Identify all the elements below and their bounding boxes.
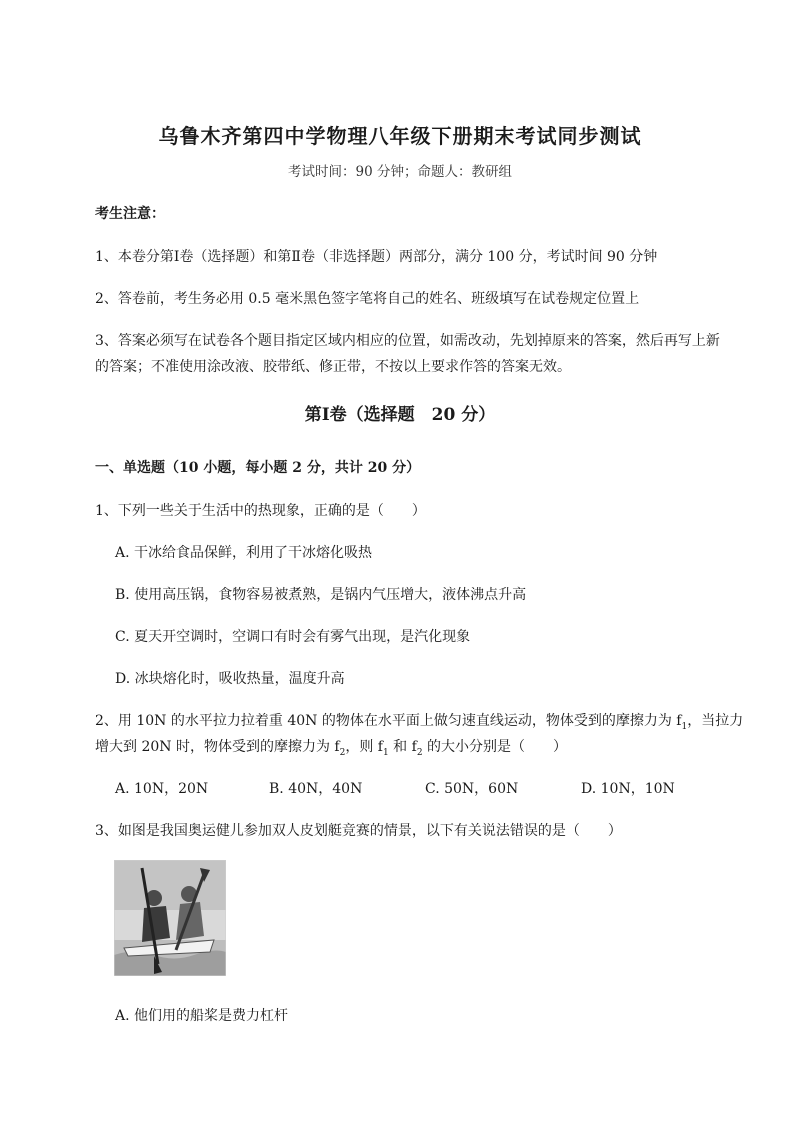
question-1-option-c: C. 夏天开空调时，空调口有时会有雾气出现，是汽化现象 [115,629,471,645]
question-2-option-b: B. 40N，40N [269,781,363,797]
part-heading: 一、单选题（10 小题，每小题 2 分，共计 20 分） [95,460,421,476]
q2-text-b: ，当拉力 [687,713,744,729]
notice-item-3-cont: 的答案；不准使用涂改液、胶带纸、修正带，不按以上要求作答的答案无效。 [95,359,571,375]
question-1-option-d: D. 冰块熔化时，吸收热量，温度升高 [115,671,345,687]
q2-sub-4: 2 [416,747,423,758]
q2-sub-3: 1 [382,747,389,758]
q2-text-f: 的大小分别是（ ） [422,739,567,755]
question-1-option-b: B. 使用高压锅，食物容易被煮熟，是锅内气压增大，液体沸点升高 [115,587,527,603]
notice-heading: 考生注意： [95,206,165,222]
section-title: 第Ⅰ卷（选择题 20 分） [304,405,496,425]
notice-item-1: 1、本卷分第Ⅰ卷（选择题）和第Ⅱ卷（非选择题）两部分，满分 100 分，考试时间 90 分钟 [95,249,658,265]
page-title: 乌鲁木齐第四中学物理八年级下册期末考试同步测试 [158,124,642,148]
q2-text-c: 增大到 20N 时，物体受到的摩擦力为 f [95,739,340,755]
question-2-option-c: C. 50N，60N [425,781,519,797]
question-2-option-d: D. 10N，10N [581,781,675,797]
notice-item-3: 3、答案必须写在试卷各个题目指定区域内相应的位置，如需改动，先划掉原来的答案，然后再写上新 [95,333,720,349]
question-1-stem: 1、下列一些关于生活中的热现象，正确的是（ ） [95,503,426,519]
q2-sub-1: 1 [681,721,688,732]
exam-info: 考试时间：90 分钟；命题人：教研组 [288,164,512,180]
q2-sub-2: 2 [339,747,346,758]
kayak-race-photo [114,860,226,976]
notice-item-2: 2、答卷前，考生务必用 0.5 毫米黑色签字笔将自己的姓名、班级填写在试卷规定位置上 [95,291,640,307]
question-3-option-a: A. 他们用的船桨是费力杠杆 [115,1008,289,1024]
q2-text-d: ，则 f [345,739,383,755]
question-1-option-a: A. 干冰给食品保鲜，利用了干冰熔化吸热 [115,545,373,561]
question-2-stem-line2 [95,736,567,758]
q2-text-a: 2、用 10N 的水平拉力拉着重 40N 的物体在水平面上做匀速直线运动，物体受到的摩擦力为 f [95,713,682,729]
q2-text-e: 和 f [388,739,417,755]
question-2-option-a: A. 10N，20N [115,781,209,797]
question-2-stem-line1 [95,710,743,732]
question-3-stem: 3、如图是我国奥运健儿参加双人皮划艇竞赛的情景，以下有关说法错误的是（ ） [95,823,622,839]
